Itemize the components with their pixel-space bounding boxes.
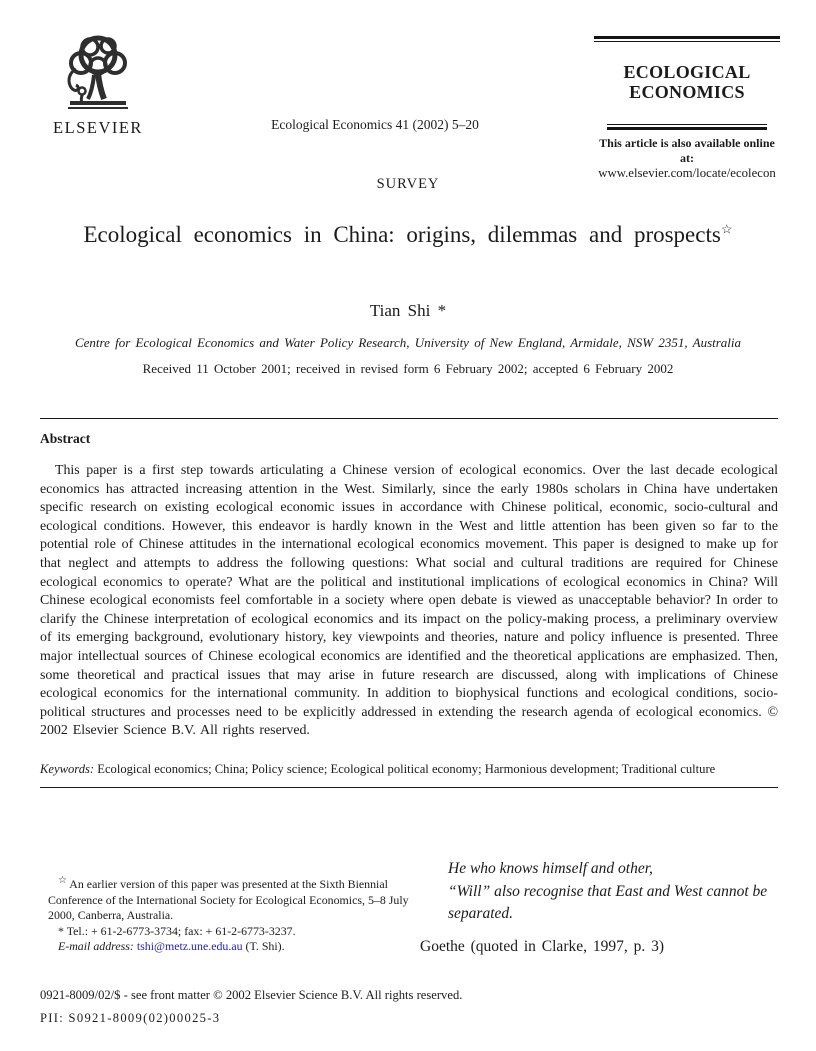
publisher-name: ELSEVIER xyxy=(53,118,143,137)
masthead-top-rule xyxy=(594,36,780,42)
article-history: Received 11 October 2001; received in revised form 6 February 2002; accepted 6 February 2002 xyxy=(142,361,674,376)
abstract-heading: Abstract xyxy=(40,431,91,446)
keywords-label: Keywords: xyxy=(40,762,95,776)
pii-line: PII: S0921-8009(02)00025-3 xyxy=(40,1011,221,1025)
quote-attribution: Goethe (quoted in Clarke, 1997, p. 3) xyxy=(420,938,665,955)
keywords-bottom-rule xyxy=(40,787,778,788)
title-footnote-star-icon: ☆ xyxy=(720,221,733,237)
abstract-text: This paper is a first step towards articulating a Chinese version of ecological economics. Over the last decade ecological economics has attracted increasing attention in the West. Similarly, since the early 1980s scholars in China have undertaken specific research on existing ecological economic issues in accordance with Chinese political, economic, socio-cultural and ecological conditions. However, this endeavor is hardly known in the West and little attention has been given so far to the potential role of Chinese attitudes in the international ecological economics movement. This paper is designed to make up for that neglect and attempts to address the following questions: What social and cultural traditions are required for Chinese ecological economics to operate? What are the political and institutional implications of ecological economics in China? Will Chinese ecological economists feel comfortable in a society where open debate is viewed as unacceptable behavior? In order to clarify the Chinese interpretation of ecological economics and its impact on the policy-making process, a preliminary overview of its emerging background, evolutionary history, key viewpoints and theories, nature and policy influence is presented. Three major intellectual sources of Chinese ecological economics are identified and the theoretical applications are emphasized. Then, some theoretical and practical issues that may arise in future research are discussed, along with implications of Chinese ecological economics for the international community. In addition to biophysical functions and ecological conditions, socio-political structures and processes need to be explicitly addressed in extending the research agenda of ecological economics. © 2002 Elsevier Science B.V. All rights reserved. xyxy=(40,463,778,739)
article-title xyxy=(68,218,748,252)
keywords-line xyxy=(40,762,780,777)
epigraph-quote xyxy=(448,858,790,926)
email-suffix: (T. Shi). xyxy=(242,939,285,954)
quote-line-1: He who knows himself and other, xyxy=(448,860,653,877)
elsevier-tree-icon xyxy=(58,33,138,117)
online-availability-note: This article is also available online at: xyxy=(599,136,775,165)
footnote-star-icon: ☆ xyxy=(58,875,67,887)
journal-url-link[interactable]: www.elsevier.com/locate/ecolecon xyxy=(598,166,776,180)
journal-name-line2: ECONOMICS xyxy=(629,82,745,102)
email-link[interactable]: tshi@metz.une.edu.au xyxy=(136,939,243,954)
journal-name-line1: ECOLOGICAL xyxy=(623,62,751,82)
keywords-text: Ecological economics; China; Policy science; Ecological political economy; Harmonious development; Traditional culture xyxy=(94,762,716,776)
quote-line-2: “Will” also recognise that East and West cannot be separated. xyxy=(448,882,768,922)
footnote-tel-fax: * Tel.: + 61-2-6773-3734; fax: + 61-2-6773-3237. xyxy=(58,923,296,938)
author-note-asterisk: * xyxy=(437,301,447,320)
author-name: Tian Shi xyxy=(369,301,431,320)
footnote-presented-text: An earlier version of this paper was presented at the Sixth Biennial Conference of the International Society for Ecological Economics, 5–8 July 2000, Canberra, Australia. xyxy=(48,877,409,923)
abstract-top-rule xyxy=(40,418,778,419)
footnote-presented xyxy=(48,877,420,924)
section-label: SURVEY xyxy=(376,176,440,192)
footnote-email-line xyxy=(48,939,420,955)
footnote-block xyxy=(48,877,420,955)
masthead-bottom-rule xyxy=(607,124,767,130)
journal-masthead xyxy=(594,36,780,181)
journal-citation: Ecological Economics 41 (2002) 5–20 xyxy=(271,117,479,132)
article-title-text: Ecological economics in China: origins, dilemmas and prospects xyxy=(83,222,721,247)
email-label: E-mail address: xyxy=(58,939,134,954)
copyright-issn-line: 0921-8009/02/$ - see front matter © 2002 Elsevier Science B.V. All rights reserved. xyxy=(40,988,463,1002)
author-affiliation: Centre for Ecological Economics and Water Policy Research, University of New England, Armidale, NSW 2351, Australia xyxy=(74,335,742,350)
author-line xyxy=(0,301,816,321)
journal-name xyxy=(594,62,780,102)
